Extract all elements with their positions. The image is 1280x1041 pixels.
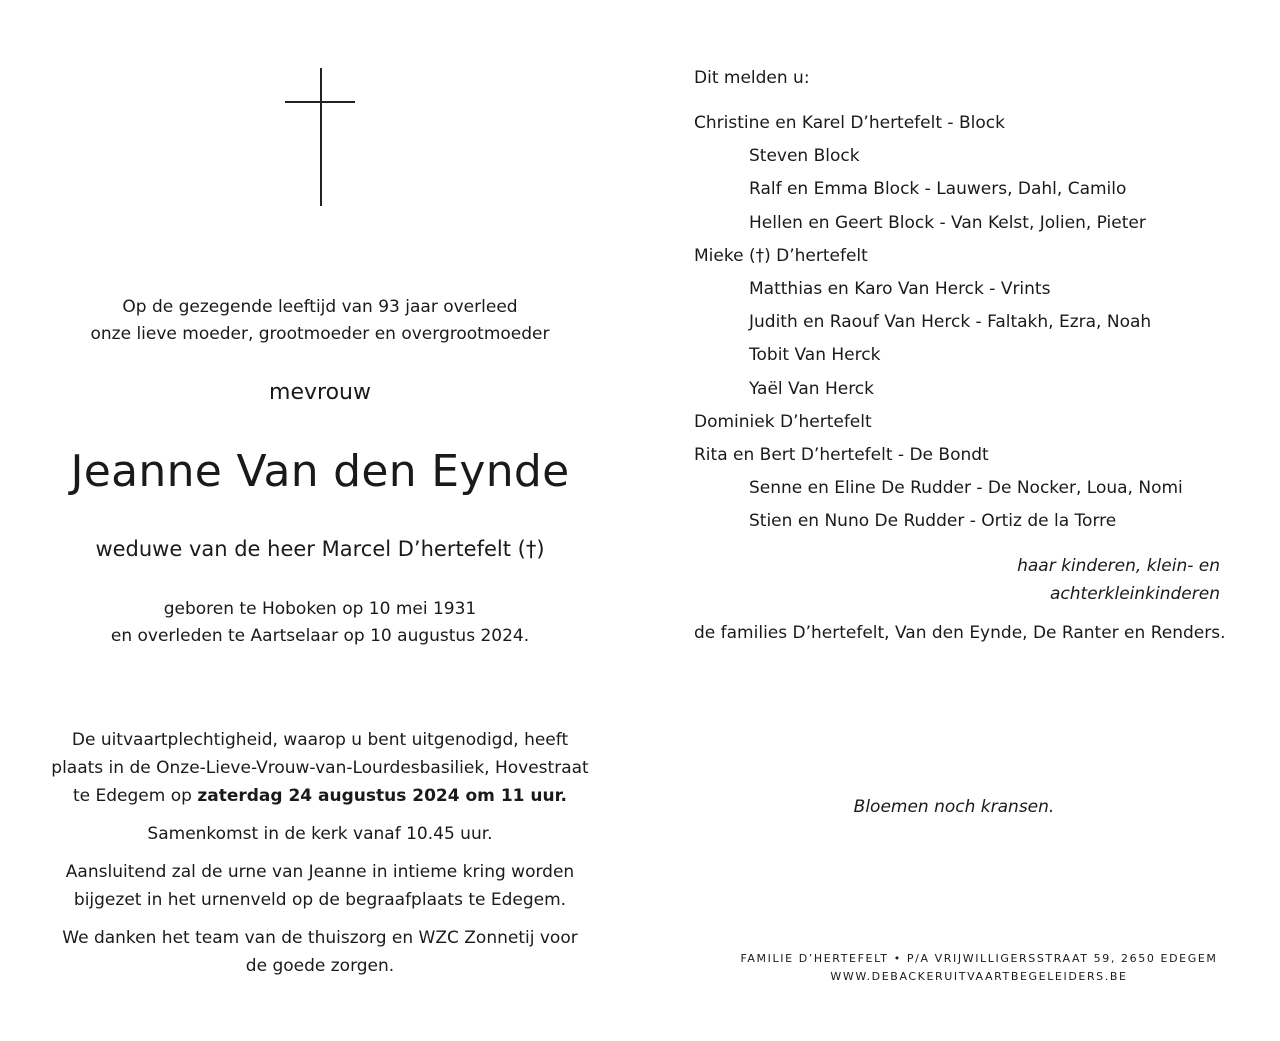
left-panel [40,0,600,1041]
right-panel [694,0,1234,1041]
family-member: Steven Block [749,146,860,167]
family-member: Judith en Raouf Van Herck - Faltakh, Ezra, Noah [749,312,1152,333]
announce-heading: Dit melden u: [694,68,810,88]
thanks-line: We danken het team van de thuiszorg en WZC Zonnetij voor [62,928,578,948]
birth-line: geboren te Hoboken op 10 mei 1931 [163,599,477,619]
intro-line: Op de gezegende leeftijd van 93 jaar overleed [122,297,518,317]
family-list [694,109,1234,540]
ceremony-paragraph [40,726,600,810]
family-member: Dominiek D’hertefelt [694,411,872,432]
family-member: Christine en Karel D’hertefelt - Block [694,113,1005,133]
death-line: en overleden te Aartselaar op 10 augustus 2024. [110,626,530,646]
intro-line: onze lieve moeder, grootmoeder en overgrootmoeder [90,324,550,344]
family-member: Tobit Van Herck [749,345,881,366]
footer-website: WWW.DEBACKERUITVAARTBEGELEIDERS.BE [830,970,1128,983]
ceremony-info [40,726,600,990]
family-member: Mieke (†) D’hertefelt [694,245,868,266]
latin-cross-icon [285,68,355,206]
intro-text [40,294,600,348]
family-member: Yaël Van Herck [749,378,875,399]
deceased-name: Jeanne Van den Eynde [70,446,570,497]
ceremony-datetime: zaterdag 24 augustus 2024 om 11 uur. [197,786,568,806]
ceremony-line: De uitvaartplechtigheid, waarop u bent uitgenodigd, heeft [71,730,569,750]
ceremony-line: plaats in de Onze-Lieve-Vrouw-van-Lourdesbasiliek, Hovestraat [51,758,589,778]
widow-line: weduwe van de heer Marcel D’hertefelt (†) [95,537,545,561]
ceremony-line: te Edegem op [72,786,198,806]
urn-line: Aansluitend zal de urne van Jeanne in intieme kring worden [65,862,575,882]
family-member: Senne en Eline De Rudder - De Nocker, Loua, Nomi [749,478,1183,499]
honorific: mevrouw [269,380,371,405]
thanks-line: de goede zorgen. [245,956,395,976]
family-member: Stien en Nuno De Rudder - Ortiz de la Torre [749,511,1117,532]
urn-paragraph [40,858,600,914]
footer [694,950,1264,986]
relation-line: haar kinderen, klein- en [1017,556,1220,576]
extended-families: de families D’hertefelt, Van den Eynde, De Ranter en Renders. [694,623,1226,643]
family-member: Ralf en Emma Block - Lauwers, Dahl, Camilo [749,179,1127,200]
gathering-paragraph: Samenkomst in de kerk vanaf 10.45 uur. [147,824,493,844]
family-member: Matthias en Karo Van Herck - Vrints [749,278,1051,299]
footer-address: FAMILIE D’HERTEFELT • P/A VRIJWILLIGERSSTRAAT 59, 2650 EDEGEM [740,952,1218,965]
relation-line: achterkleinkinderen [1050,584,1220,604]
birth-death-dates [40,596,600,650]
family-member: Hellen en Geert Block - Van Kelst, Jolien, Pieter [749,212,1146,233]
flowers-note: Bloemen noch kransen. [853,797,1055,817]
family-member: Rita en Bert D’hertefelt - De Bondt [694,444,989,465]
thanks-paragraph [40,924,600,980]
relation-text [900,552,1220,608]
urn-line: bijgezet in het urnenveld op de begraafplaats te Edegem. [73,890,567,910]
